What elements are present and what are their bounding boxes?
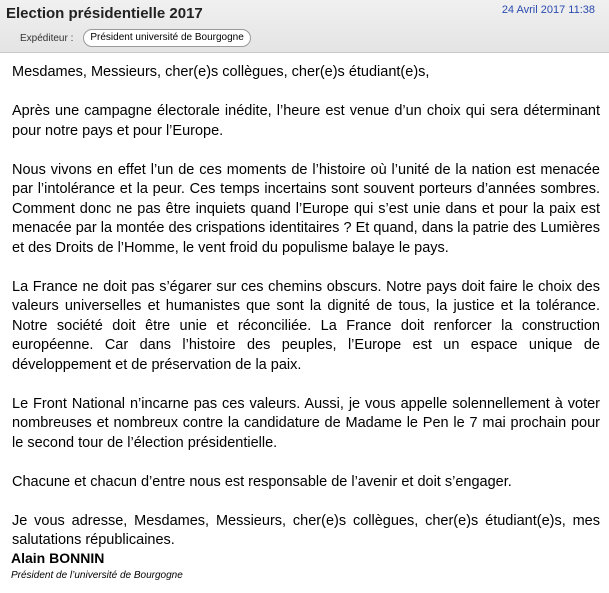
email-date [502, 4, 595, 16]
email-paragraph: Après une campagne électorale inédite, l’heure est venue d’un choix qui sera déterminant pour notre pays et pour l’Europe. [12, 103, 600, 139]
email-paragraph: Je vous adresse, Mesdames, Messieurs, cher(e)s collègues, cher(e)s étudiant(e)s, mes salutations républicaines. [12, 512, 600, 548]
email-date-time: 11:38 [568, 4, 595, 16]
sender-row [20, 29, 251, 47]
signature-name: Alain BONNIN [11, 550, 105, 566]
email-greeting: Mesdames, Messieurs, cher(e)s collègues, cher(e)s étudiant(e)s, [12, 64, 430, 80]
sender-label: Expéditeur : [20, 32, 74, 44]
email-paragraph: La France ne doit pas s’égarer sur ces chemins obscurs. Notre pays doit faire le choix des valeurs universelles et humanistes que sont la dignité de tous, la justice et la tolérance. Notre société doit être unie et réconciliée. La France doit renforcer la construction européenne. Car dans l’histoire des peuples, l’Europe est un espace unique de développement et de préservation de la paix. [12, 278, 600, 373]
email-paragraph: Nous vivons en effet l’un de ces moments de l’histoire où l’unité de la nation est menacée par l’intolérance et la peur. Ces temps incertains sont souvent porteurs d’années sombres. Comment donc ne pas être inquiets quand l’Europe qui s’est unie dans et pour la paix est menacée par la montée des crispations identitaires ? Et quand, dans la patrie des Lumières et des Droits de l’Homme, le vent froid du populisme balaye le pays. [12, 161, 600, 256]
email-paragraph: Chacune et chacun d’entre nous est responsable de l’avenir et doit s’engager. [12, 473, 512, 490]
email-body [12, 63, 600, 570]
email-subject: Election présidentielle 2017 [6, 5, 203, 22]
signature-title: Président de l’université de Bourgogne [11, 570, 183, 581]
email-header [0, 0, 609, 53]
email-paragraph: Le Front National n’incarne pas ces valeurs. Aussi, je vous appelle solennellement à voter nombreuses et nombreux contre la candidature de Madame le Pen le 7 mai prochain pour le second tour de l’élection présidentielle. [12, 395, 600, 451]
email-date-day: 24 Avril 2017 [501, 4, 566, 16]
sender-chip[interactable]: Président université de Bourgogne [83, 29, 250, 47]
